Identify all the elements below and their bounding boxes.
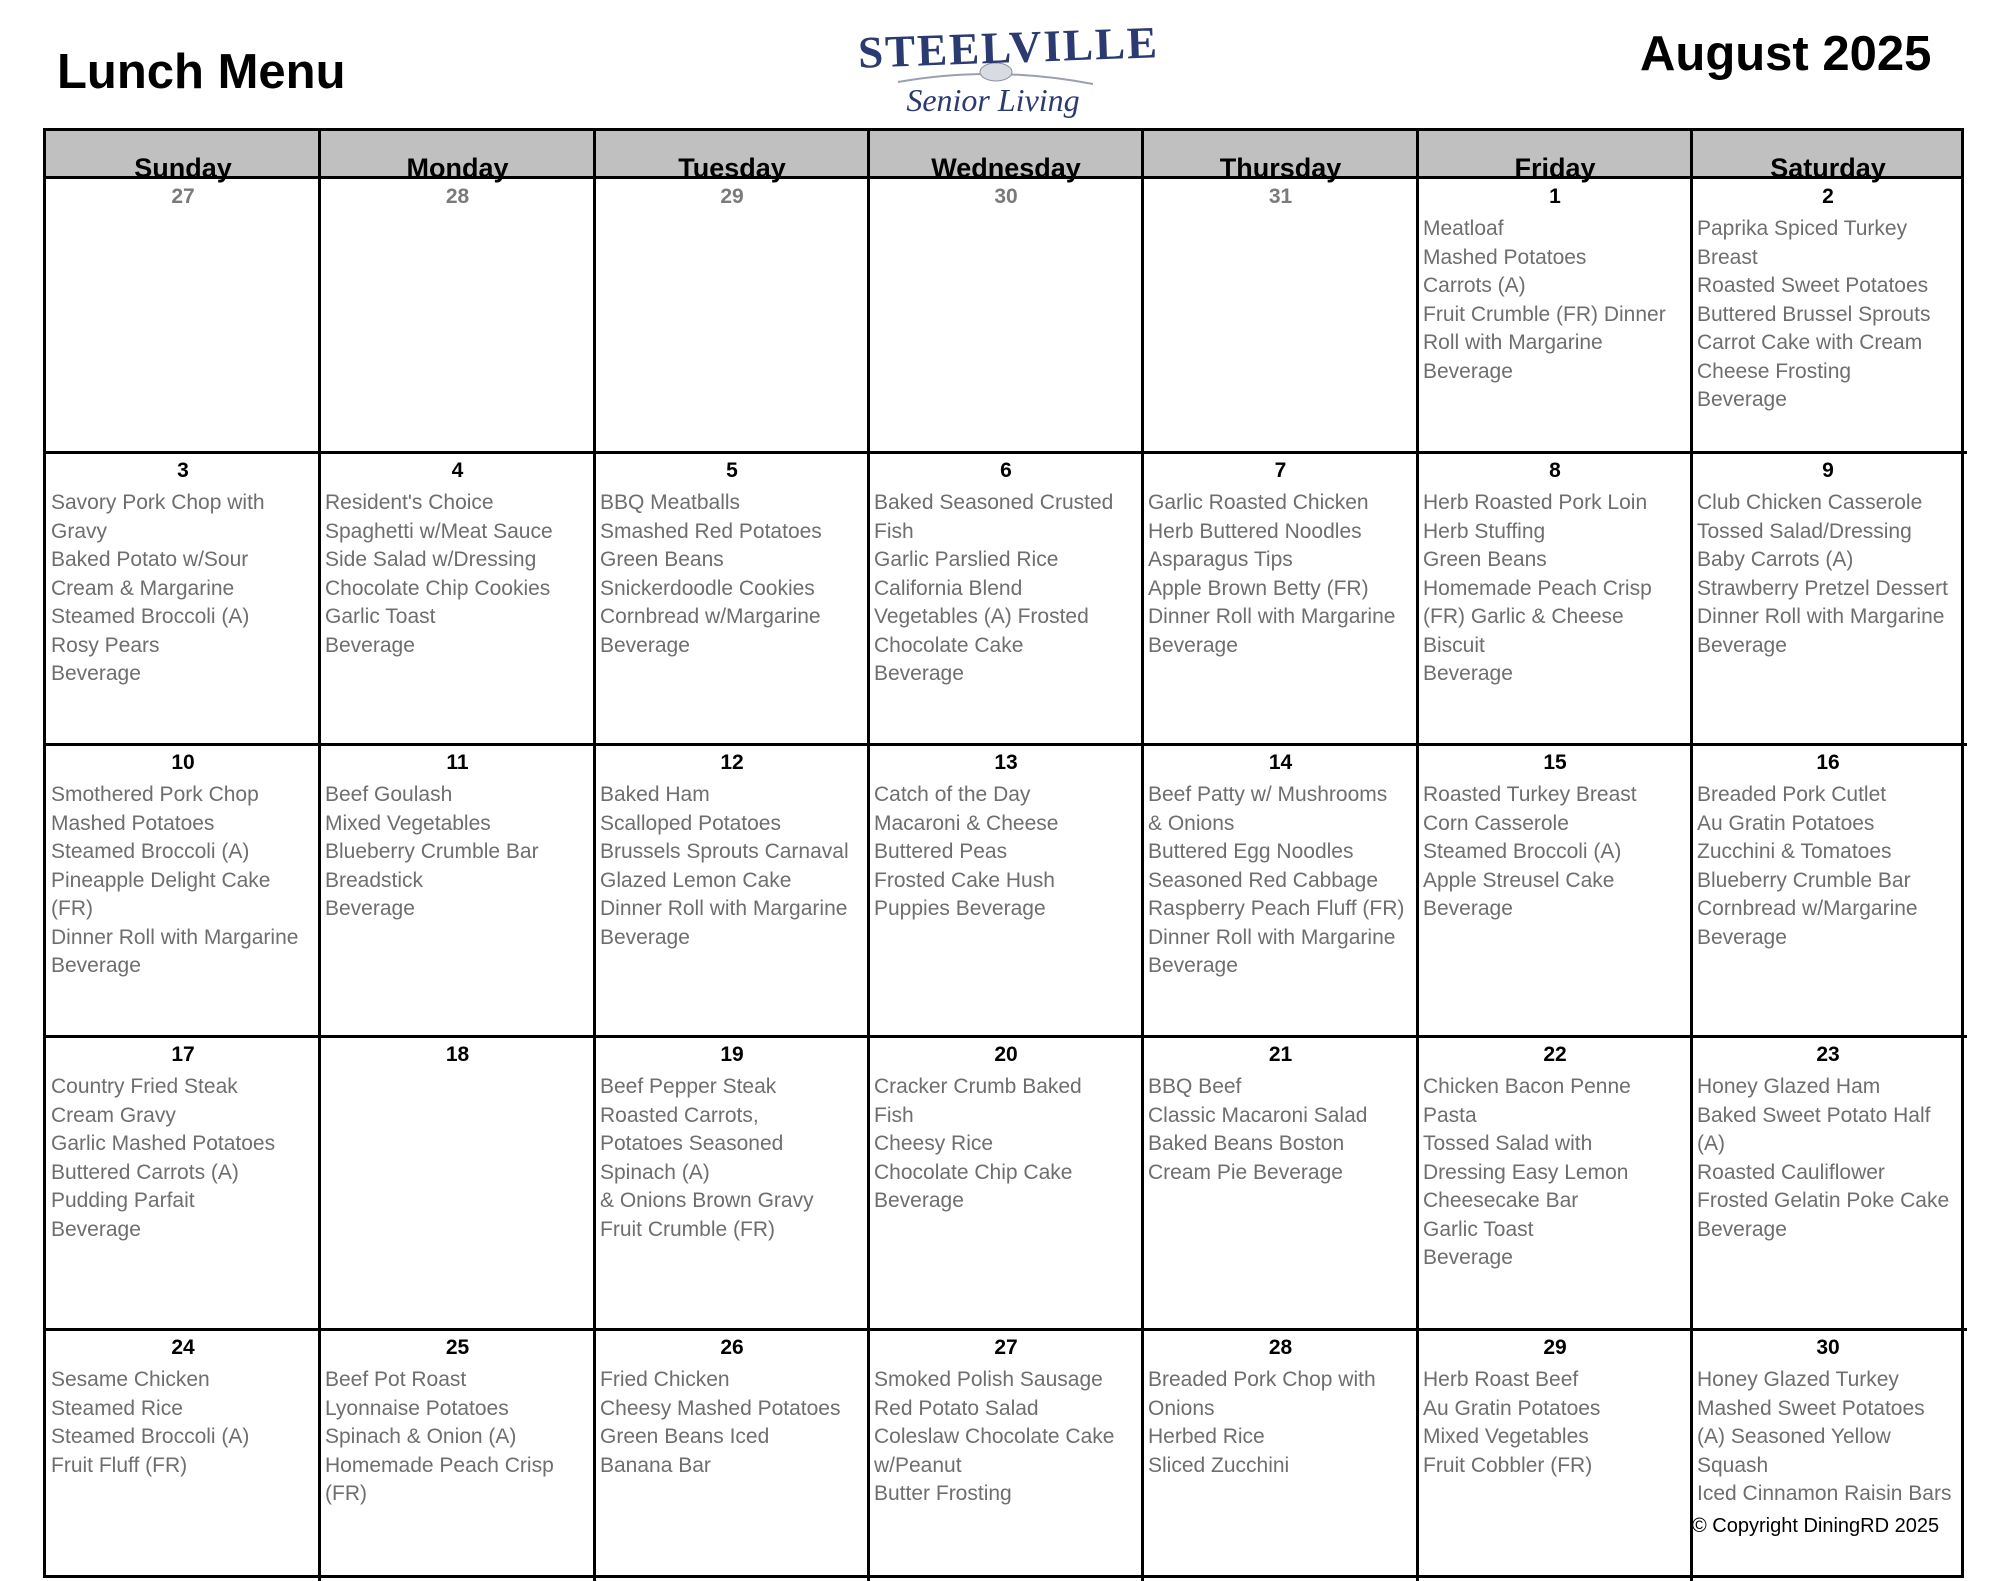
date-number: 28 [1268,1336,1293,1359]
menu-item: Chocolate Cake [874,633,1024,657]
menu-item: Herb Roast Beef [1423,1368,1579,1391]
menu-item: Herb Stuffing [1423,519,1546,543]
menu-item: Roasted Cauliflower [1697,1160,1885,1184]
menu-item: Baked Sweet Potato Half [1697,1103,1931,1127]
menu-item: Side Salad w/Dressing [325,548,537,571]
menu-item: Cheesecake Bar [1423,1189,1579,1212]
menu-item: Garlic Parslied Rice [874,548,1059,571]
menu-item: Dinner Roll with Margarine [1148,925,1396,949]
menu-item: Cream & Margarine [51,576,235,600]
date-number: 14 [1268,751,1293,774]
menu-item: Brussels Sprouts Carnaval [600,840,849,863]
menu-item-list [600,1366,865,1480]
menu-item-list [1423,781,1688,924]
day-cell [46,179,320,453]
logo-text-bottom: Senior Living [906,82,1080,118]
date-number: 28 [445,185,470,208]
menu-item-list [51,1073,316,1244]
day-cell [1692,453,1964,745]
menu-item: Fish [874,1103,914,1127]
menu-item: Beverage [1148,633,1238,657]
menu-item: Steamed Broccoli (A) [51,840,250,863]
menu-item-list [1148,489,1414,660]
date-number: 4 [451,459,464,482]
date-number: 31 [1268,185,1293,208]
date-number: 11 [446,751,469,774]
day-cell [1143,179,1418,453]
menu-item-list [1148,781,1414,981]
menu-item: Herbed Rice [1148,1425,1265,1448]
date-number: 2 [1822,185,1834,208]
menu-item-list [1423,1366,1688,1480]
menu-item: Steamed Rice [51,1396,183,1420]
menu-item: Beverage [874,1189,964,1212]
menu-item: Steamed Broccoli (A) [51,1425,250,1448]
day-cell [46,1037,320,1330]
menu-item: Cheesy Rice [874,1132,994,1155]
menu-item: Carrot Cake with Cream [1697,331,1923,354]
menu-item: Fried Chicken [600,1368,730,1391]
menu-item: Breaded Pork Cutlet [1697,783,1887,806]
menu-item: Cornbread w/Margarine [1697,897,1918,920]
menu-item: Roasted Turkey Breast [1423,783,1637,806]
menu-item-list [51,489,316,689]
day-cell [1692,745,1964,1037]
menu-item: Dinner Roll with Margarine [51,925,299,949]
day-cell [1143,745,1418,1037]
menu-item: Breast [1697,245,1758,269]
menu-item: Paprika Spiced Turkey [1697,217,1908,240]
day-cell [869,179,1143,453]
menu-item: Smothered Pork Chop [51,783,259,806]
date-number: 30 [1816,1336,1840,1359]
menu-item: Country Fried Steak [51,1075,238,1098]
menu-item-list [1148,1073,1414,1187]
menu-item: Herb Roasted Pork Loin [1423,491,1648,514]
menu-item: Dinner Roll with Margarine [600,897,848,920]
day-cell [595,745,869,1037]
menu-item: Fish [874,519,914,543]
day-cell [1143,453,1418,745]
menu-item: Beverage [600,633,690,657]
menu-item: California Blend [874,576,1023,600]
menu-item: Smoked Polish Sausage [874,1368,1103,1391]
menu-item: Green Beans [1423,548,1547,571]
date-number: 24 [171,1336,195,1359]
menu-item: Snickerdoodle Cookies [600,576,815,600]
menu-item: Chocolate Chip Cake [874,1160,1073,1184]
menu-item: Tossed Salad with [1423,1132,1593,1155]
menu-item: Resident's Choice [325,491,494,514]
date-number: 26 [720,1336,744,1359]
menu-item: Beverage [1423,359,1513,383]
menu-item: Buttered Carrots (A) [51,1160,239,1184]
date-number: 17 [171,1043,195,1066]
date-number: 5 [726,459,738,482]
menu-item: Dinner Roll with Margarine [1697,605,1945,628]
menu-item-list [1423,1073,1688,1273]
menu-item: Biscuit [1423,633,1485,657]
page-title: Lunch Menu [57,45,346,99]
date-number: 16 [1816,751,1840,774]
menu-item: Apple Streusel Cake [1423,868,1615,892]
menu-item: Macaroni & Cheese [874,811,1059,835]
menu-item: Garlic Roasted Chicken [1148,491,1369,514]
menu-item: & Onions [1148,811,1235,835]
date-number: 22 [1543,1043,1567,1066]
day-cell [869,1037,1143,1330]
menu-item: Garlic Toast [325,605,436,628]
menu-item-list [1697,215,1960,415]
month-title: August 2025 [1640,27,1932,81]
menu-item: Garlic Mashed Potatoes [51,1132,276,1155]
menu-item-list [874,781,1139,924]
menu-item: Honey Glazed Turkey [1697,1368,1899,1391]
menu-item: Raspberry Peach Fluff (FR) [1148,897,1405,920]
menu-item: Spaghetti w/Meat Sauce [325,519,553,543]
day-cell [1418,179,1692,453]
date-number: 6 [1000,459,1012,482]
date-number: 3 [177,459,189,482]
menu-item: Pineapple Delight Cake [51,868,271,892]
menu-item: Catch of the Day [874,783,1031,806]
date-number: 29 [1543,1336,1567,1359]
day-cell [1418,1330,1692,1581]
menu-item-list [874,1073,1139,1216]
day-cell [595,453,869,745]
date-number: 23 [1816,1043,1840,1066]
menu-item: Cracker Crumb Baked [874,1075,1082,1098]
menu-item-list [1697,781,1960,952]
day-cell [595,1330,869,1581]
date-number: 21 [1268,1043,1293,1066]
menu-item: Beverage [1423,897,1513,920]
menu-item: Tossed Salad/Dressing [1697,519,1912,543]
menu-item: Steamed Broccoli (A) [1423,840,1622,863]
menu-item: Herb Buttered Noodles [1148,519,1362,543]
date-number: 18 [445,1043,470,1066]
menu-item: Homemade Peach Crisp [1423,576,1652,600]
copyright-notice: © Copyright DiningRD 2025 [1692,1515,1940,1537]
menu-item-list [874,1366,1139,1509]
date-number: 9 [1822,459,1834,482]
menu-item: Mashed Potatoes [51,811,215,835]
menu-item: Honey Glazed Ham [1697,1075,1881,1098]
menu-item: Homemade Peach Crisp [325,1453,554,1477]
menu-item: Beef Pot Roast [325,1368,467,1391]
menu-item: Mashed Potatoes [1423,245,1587,269]
date-number: 19 [720,1043,744,1066]
menu-item: Iced Cinnamon Raisin Bars [1697,1482,1952,1505]
menu-item: Pudding Parfait [51,1189,195,1212]
menu-item-list [325,1366,591,1509]
date-number: 8 [1549,459,1561,482]
menu-item: Baked Ham [600,783,710,806]
day-cell [46,745,320,1037]
menu-item: Meatloaf [1423,217,1504,240]
menu-item: Butter Frosting [874,1482,1012,1505]
menu-item: Buttered Brussel Sprouts [1697,302,1931,326]
menu-item: Baby Carrots (A) [1697,548,1854,571]
menu-item: Beverage [1148,954,1238,977]
menu-item: Potatoes Seasoned [600,1132,784,1155]
menu-item: Beverage [1423,662,1513,685]
day-cell [320,453,595,745]
menu-item: Breadstick [325,868,424,892]
menu-item: Puppies Beverage [874,897,1046,920]
menu-item: Vegetables (A) Frosted [874,605,1089,628]
date-number: 15 [1543,751,1567,774]
weekday-header-row [46,131,1961,183]
day-cell [869,453,1143,745]
menu-item: BBQ Meatballs [600,491,741,514]
weekday-saturday: Saturday [1770,153,1886,183]
menu-item: Beef Pepper Steak [600,1075,777,1098]
menu-item: Onions [1148,1396,1215,1420]
menu-item: Beverage [600,925,690,949]
menu-item: Beverage [1697,633,1787,657]
menu-item: Lyonnaise Potatoes [325,1396,509,1420]
date-number: 10 [171,751,195,774]
menu-item: Mixed Vegetables [1423,1425,1589,1448]
day-cell [1418,745,1692,1037]
menu-item: Steamed Broccoli (A) [51,605,250,628]
menu-item-list [1697,1366,1960,1509]
menu-item: Asparagus Tips [1148,548,1293,571]
menu-item: Frosted Cake Hush [874,868,1055,892]
day-cell [1692,179,1964,453]
menu-item: Carrots (A) [1423,274,1526,297]
day-cell [320,179,595,453]
day-cell [1418,1037,1692,1330]
menu-item: Chicken Bacon Penne [1423,1075,1631,1098]
weekday-tuesday: Tuesday [678,153,786,183]
menu-item: Apple Brown Betty (FR) [1148,576,1369,600]
day-cell [320,745,595,1037]
menu-item-list [600,489,865,660]
menu-item-list [1423,215,1688,386]
logo-text-top: STEELVILLE [857,17,1160,78]
day-cell [869,745,1143,1037]
menu-item: Au Gratin Potatoes [1697,811,1875,835]
menu-item: Savory Pork Chop with [51,491,265,514]
menu-item: w/Peanut [874,1453,962,1477]
menu-item-list [51,781,316,981]
menu-item: Baked Beans Boston [1148,1132,1345,1155]
menu-item: Beverage [51,662,141,685]
menu-item: (A) Seasoned Yellow [1697,1425,1891,1448]
menu-item: Beef Goulash [325,783,453,806]
menu-item: Gravy [51,519,108,543]
menu-item-list [325,489,591,660]
date-number: 1 [1549,185,1561,208]
menu-item: Beef Patty w/ Mushrooms [1148,783,1388,806]
date-number: 12 [720,751,744,774]
menu-item: Fruit Crumble (FR) Dinner [1423,302,1666,326]
date-number: 27 [171,185,195,208]
date-number: 27 [994,1336,1018,1359]
menu-item: Beverage [874,662,964,685]
day-cell [869,1330,1143,1581]
menu-item: Chocolate Chip Cookies [325,576,551,600]
day-cell [46,1330,320,1581]
day-cell [320,1330,595,1581]
day-cell [320,1037,595,1330]
menu-item: Beverage [325,897,415,920]
menu-item: Scalloped Potatoes [600,811,781,835]
menu-item: Beverage [1697,925,1787,949]
menu-item: Mashed Sweet Potatoes [1697,1396,1925,1420]
menu-item-list [325,781,591,924]
menu-item: Cream Gravy [51,1103,176,1127]
menu-item-list [51,1366,316,1480]
day-cell [1692,1330,1964,1581]
menu-item: Baked Potato w/Sour [51,548,249,571]
day-cell [1418,453,1692,745]
menu-item: Mixed Vegetables [325,811,491,835]
menu-item: & Onions Brown Gravy [600,1189,814,1212]
menu-item: Roasted Carrots, [600,1103,759,1127]
steelville-logo [857,10,1160,125]
weekday-wednesday: Wednesday [931,153,1081,183]
menu-item: Strawberry Pretzel Dessert [1697,576,1948,600]
menu-item: Corn Casserole [1423,811,1569,835]
menu-item: Fruit Cobbler (FR) [1423,1453,1593,1477]
menu-item-list [1697,489,1960,660]
menu-item: Beverage [325,633,415,657]
menu-item: Glazed Lemon Cake [600,868,792,892]
menu-item: Beverage [1697,388,1787,411]
weekday-thursday: Thursday [1219,153,1342,183]
menu-item: Dressing Easy Lemon [1423,1160,1629,1184]
menu-item-list [1697,1073,1960,1244]
date-number: 13 [994,751,1018,774]
menu-item: Sliced Zucchini [1148,1453,1290,1477]
menu-item: Cream Pie Beverage [1148,1160,1343,1184]
menu-item: (A) [1697,1132,1725,1155]
menu-item-list [874,489,1139,689]
menu-item: Au Gratin Potatoes [1423,1396,1601,1420]
weekday-sunday: Sunday [134,153,232,183]
menu-item: (FR) [325,1482,367,1505]
menu-item: (FR) [51,897,93,920]
day-cell [46,453,320,745]
menu-item: Club Chicken Casserole [1697,491,1923,514]
menu-item-list [1423,489,1688,689]
menu-item: Banana Bar [600,1453,711,1477]
menu-item: Baked Seasoned Crusted [874,491,1114,514]
day-cell [1692,1037,1964,1330]
menu-item: Dinner Roll with Margarine [1148,605,1396,628]
menu-item: Spinach & Onion (A) [325,1425,517,1448]
menu-item: Breaded Pork Chop with [1148,1368,1376,1391]
menu-item: Red Potato Salad [874,1396,1039,1420]
menu-item: Garlic Toast [1423,1217,1534,1241]
menu-item-list [1148,1366,1414,1480]
menu-item: Cheesy Mashed Potatoes [600,1396,841,1420]
menu-item: Fruit Crumble (FR) [600,1217,776,1241]
day-cell [595,1037,869,1330]
menu-item: Pasta [1423,1103,1477,1127]
menu-item: Green Beans [600,548,724,571]
menu-item: Beverage [51,1217,141,1241]
day-cell [595,179,869,453]
menu-item: Buttered Peas [874,840,1008,863]
menu-item-list [600,781,865,952]
menu-item: Spinach (A) [600,1160,710,1184]
menu-item: Classic Macaroni Salad [1148,1103,1368,1127]
menu-item: Seasoned Red Cabbage [1148,868,1379,892]
menu-item: Fruit Fluff (FR) [51,1453,188,1477]
menu-item: Smashed Red Potatoes [600,519,822,543]
menu-item: Beverage [1697,1217,1787,1241]
menu-item: Squash [1697,1453,1769,1477]
menu-item: Rosy Pears [51,633,160,657]
menu-item: Coleslaw Chocolate Cake [874,1425,1115,1448]
date-number: 30 [994,185,1018,208]
menu-item: Roasted Sweet Potatoes [1697,274,1929,297]
menu-item: Green Beans Iced [600,1425,770,1448]
menu-item: Beverage [51,954,141,977]
menu-item: Zucchini & Tomatoes [1697,840,1892,863]
menu-item: Cornbread w/Margarine [600,605,821,628]
menu-item: BBQ Beef [1148,1075,1242,1098]
menu-item: Blueberry Crumble Bar [1697,868,1911,892]
date-number: 29 [720,185,744,208]
menu-item-list [600,1073,865,1244]
menu-item: Roll with Margarine [1423,331,1603,354]
menu-item: Buttered Egg Noodles [1148,840,1354,863]
date-number: 25 [445,1336,470,1359]
menu-item: (FR) Garlic & Cheese [1423,605,1624,628]
menu-item: Blueberry Crumble Bar [325,840,539,863]
weekday-friday: Friday [1514,153,1596,183]
day-cell [1143,1037,1418,1330]
weekday-monday: Monday [406,153,509,183]
date-number: 20 [994,1043,1018,1066]
menu-item: Frosted Gelatin Poke Cake [1697,1189,1950,1212]
menu-item: Cheese Frosting [1697,359,1852,383]
date-number: 7 [1274,459,1287,482]
menu-item: Beverage [1423,1246,1513,1269]
day-cell [1143,1330,1418,1581]
menu-item: Sesame Chicken [51,1368,210,1391]
calendar-grid [43,128,1964,1578]
